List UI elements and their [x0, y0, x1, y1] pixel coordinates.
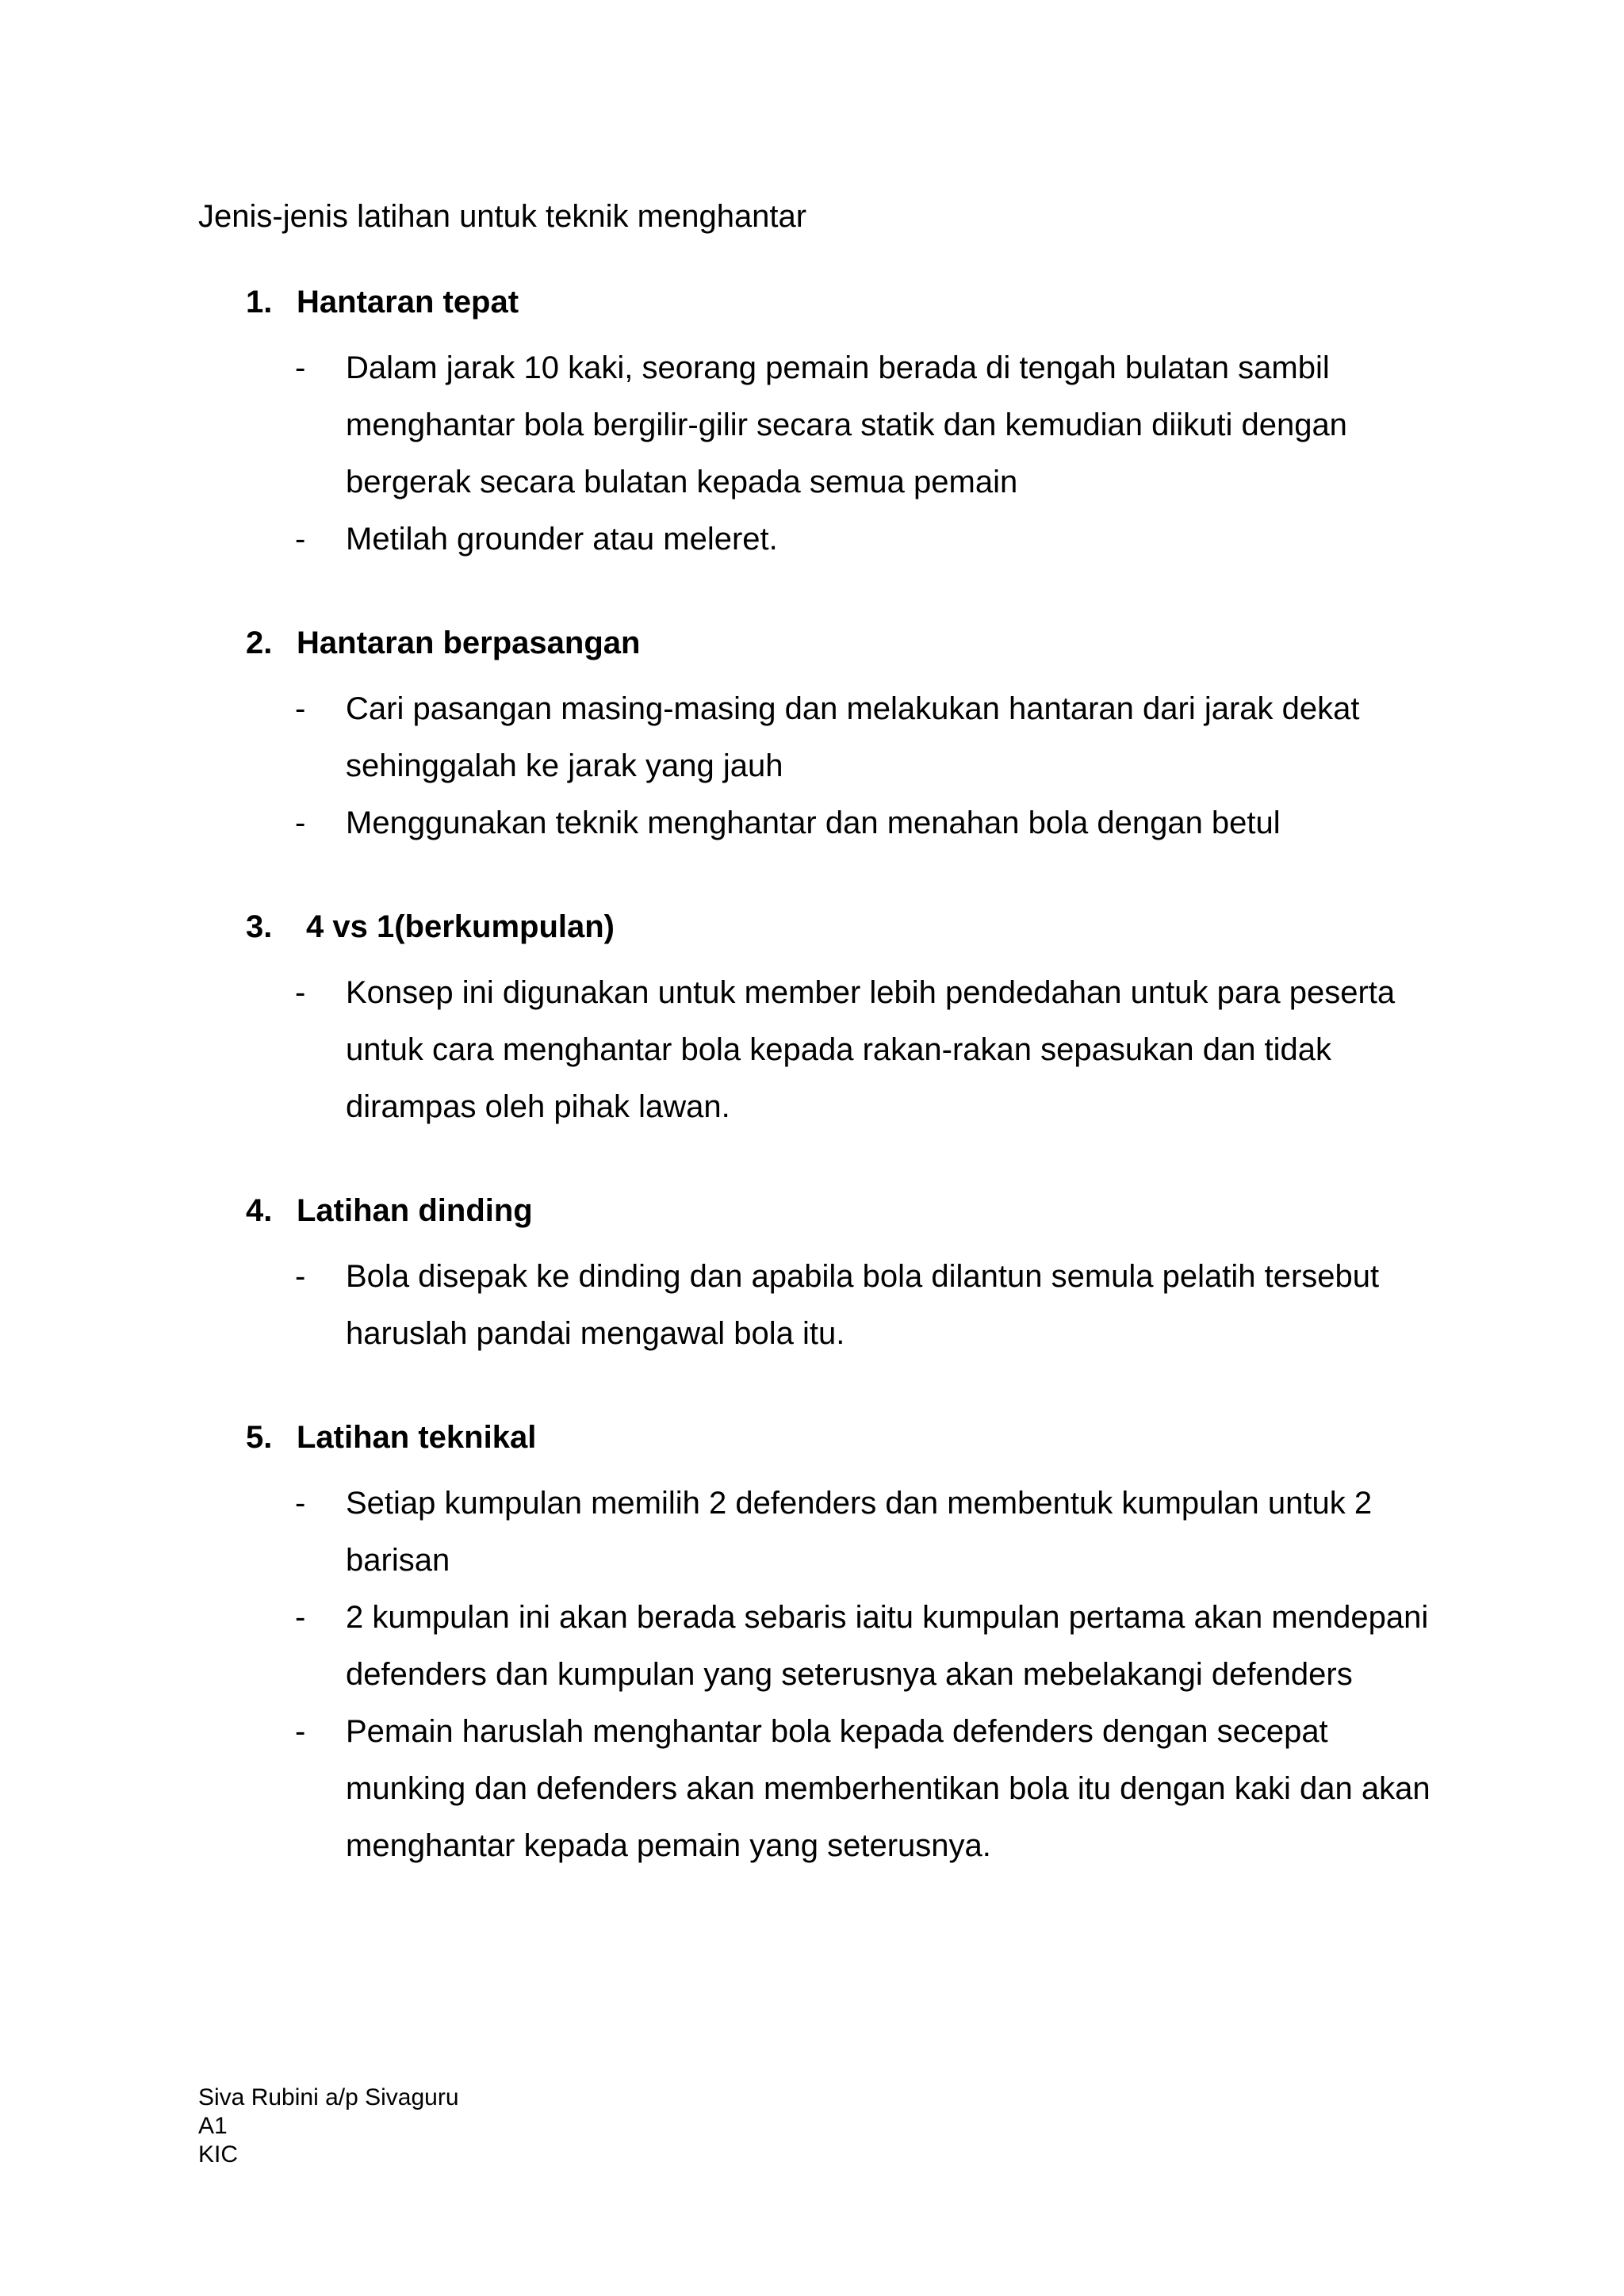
section-number: 2.: [246, 626, 273, 660]
section-heading: [246, 1418, 536, 1457]
bullet-dash: -: [295, 1486, 306, 1521]
bullet-dash: -: [295, 1600, 306, 1635]
bullet-text: Setiap kumpulan memilih 2 defenders dan membentuk kumpulan untuk 2 barisan: [346, 1486, 1373, 1578]
author-class: A1: [198, 2113, 228, 2139]
bullet-dash: -: [295, 1259, 306, 1294]
bullet-text: Dalam jarak 10 kaki, seorang pemain berada di tengah bulatan sambil menghantar bola bergilir-gilir secara statik dan kemudian diikuti dengan bergerak secara bulatan kepada semua pemain: [346, 350, 1347, 499]
bullet-text: Metilah grounder atau meleret.: [346, 522, 778, 557]
author-institution: KIC: [198, 2141, 239, 2168]
bullet-text: 2 kumpulan ini akan berada sebaris iaitu kumpulan pertama akan mendepani defenders dan kumpulan yang seterusnya akan mebelakangi defenders: [346, 1600, 1429, 1692]
bullet-list: [0, 964, 1624, 1135]
list-item: [0, 511, 1624, 568]
bullet-list: [0, 1475, 1624, 1874]
section-heading: [246, 282, 519, 322]
bullet-dash: -: [295, 975, 306, 1010]
section-number: 1.: [246, 285, 273, 320]
bullet-list: [0, 1248, 1624, 1362]
bullet-text: Pemain haruslah menghantar bola kepada defenders dengan secepat munking dan defenders akan memberhentikan bola itu dengan kaki dan akan menghantar kepada pemain yang seterusnya.: [346, 1714, 1431, 1863]
section-number: 3.: [246, 909, 273, 944]
bullet-text: Bola disepak ke dinding dan apabila bola dilantun semula pelatih tersebut haruslah pandai mengawal bola itu.: [346, 1259, 1380, 1351]
bullet-list: [0, 680, 1624, 851]
section-title: Latihan dinding: [297, 1193, 533, 1228]
list-item: [0, 1703, 1624, 1874]
section-heading: [246, 623, 640, 663]
bullet-dash: -: [295, 691, 306, 726]
section-title: Hantaran berpasangan: [297, 626, 641, 660]
bullet-list: [0, 339, 1624, 568]
bullet-text: Konsep ini digunakan untuk member lebih pendedahan untuk para peserta untuk cara menghantar bola kepada rakan-rakan sepasukan dan tidak dirampas oleh pihak lawan.: [346, 975, 1396, 1124]
document-title: Jenis-jenis latihan untuk teknik menghantar: [198, 199, 807, 234]
bullet-text: Menggunakan teknik menghantar dan menahan bola dengan betul: [346, 806, 1281, 840]
section-number: 4.: [246, 1193, 273, 1228]
list-item: [0, 1248, 1624, 1362]
page-footer: [198, 2084, 459, 2169]
list-item: [0, 1475, 1624, 1589]
section-title: Hantaran tepat: [297, 285, 519, 320]
list-item: [0, 680, 1624, 794]
bullet-dash: -: [295, 522, 306, 557]
section-title: 4 vs 1(berkumpulan): [306, 909, 615, 944]
author-name: Siva Rubini a/p Sivaguru: [198, 2084, 459, 2110]
list-item: [0, 339, 1624, 511]
list-item: [0, 964, 1624, 1135]
bullet-dash: -: [295, 806, 306, 840]
section-number: 5.: [246, 1420, 273, 1455]
bullet-dash: -: [295, 1714, 306, 1749]
bullet-dash: -: [295, 350, 306, 385]
bullet-text: Cari pasangan masing-masing dan melakukan hantaran dari jarak dekat sehinggalah ke jarak yang jauh: [346, 691, 1360, 783]
list-item: [0, 1589, 1624, 1703]
section-heading: [246, 1191, 533, 1230]
list-item: [0, 794, 1624, 851]
section-heading: [246, 907, 615, 947]
section-title: Latihan teknikal: [297, 1420, 537, 1455]
